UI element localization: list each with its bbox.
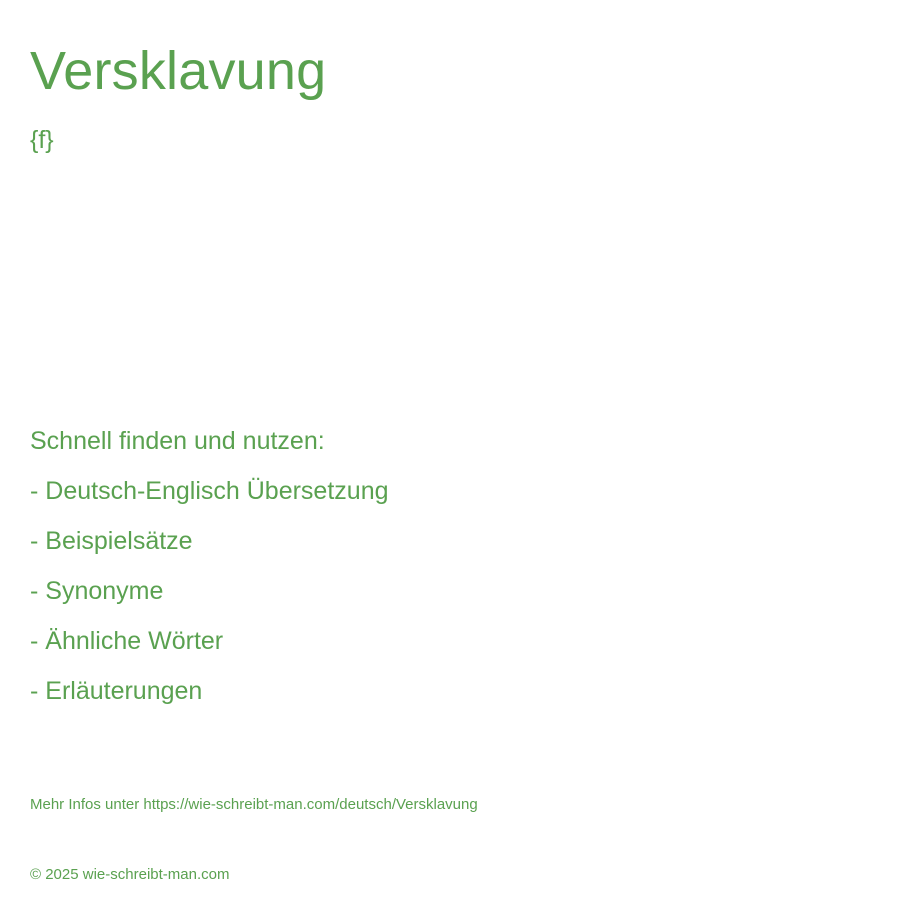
- gender-label: {f}: [30, 126, 54, 154]
- feature-list-heading: Schnell finden und nutzen:: [30, 427, 325, 455]
- feature-item-translation: - Deutsch-Englisch Übersetzung: [30, 477, 389, 505]
- feature-item-explanations: - Erläuterungen: [30, 677, 203, 705]
- feature-item-similar-words: - Ähnliche Wörter: [30, 627, 224, 655]
- page-title: Versklavung: [30, 41, 327, 101]
- feature-item-synonyms: - Synonyme: [30, 577, 164, 605]
- feature-list: [30, 422, 389, 722]
- feature-item-example-sentences: - Beispielsätze: [30, 527, 193, 555]
- copyright-notice: © 2025 wie-schreibt-man.com: [30, 866, 230, 883]
- more-info-link[interactable]: Mehr Infos unter https://wie-schreibt-man.com/deutsch/Versklavung: [30, 796, 478, 813]
